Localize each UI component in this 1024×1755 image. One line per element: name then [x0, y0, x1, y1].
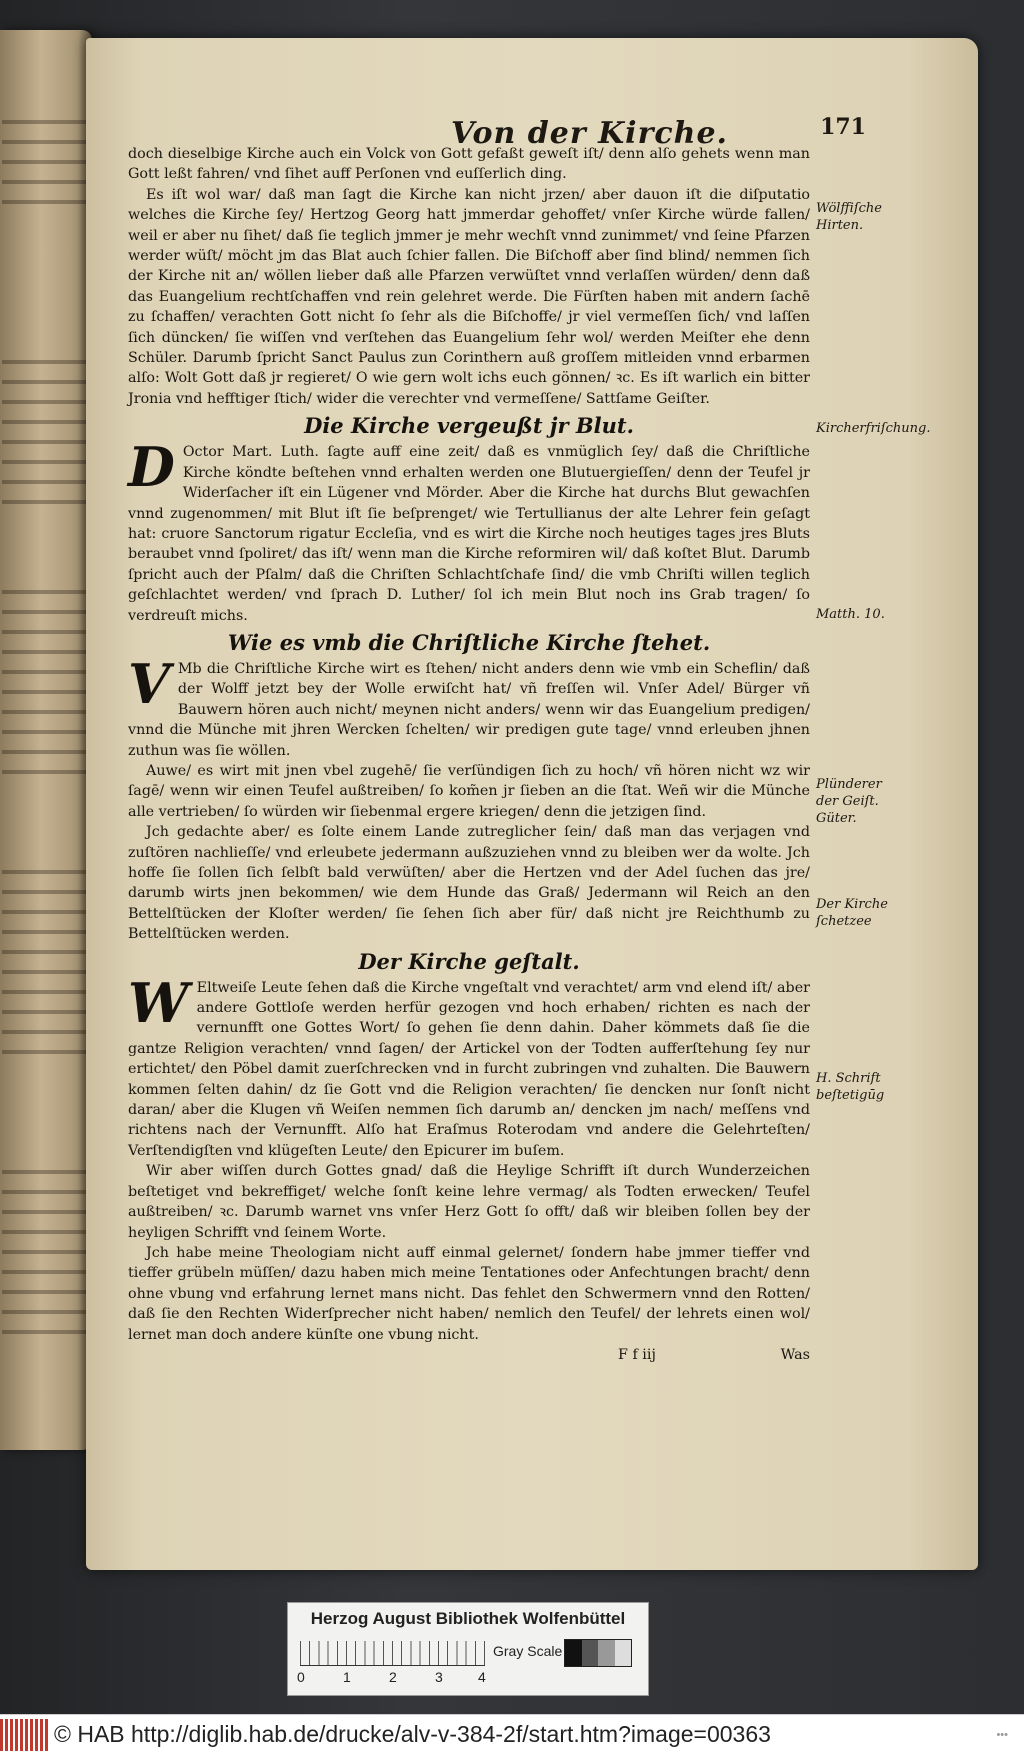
footer-bar: [0, 1714, 1024, 1755]
paragraph: Wir aber wiſſen durch Gottes gnad/ daß die Heylige Schrifft iſt durch Wunderzeichen beſtetiget vnd bekreffiget/ welche ſonſt keine lehre vermag/ als Todten erwecken/ Teufel außtreiben/ ꝛc. Darumb warnet vns vnſer Herz Gott ſo offt/ daß wir bleiben ſollen bey der heyligen Schrifft vnd ſeinem Worte.: [128, 1163, 810, 1241]
page-number: 171: [820, 114, 866, 140]
marginal-note: Wölffiſche Hirten.: [816, 201, 882, 233]
paragraph: Es iſt wol war/ daß man ſagt die Kirche kan nicht jrzen/ aber dauon iſt die diſputatio welches die Kirche ſey/ Hertzog Georg hatt jmmerdar gehoffet/ vnſer Kirche würde fallen/ weil er aber nu ſihet/ daß ſie teglich jmmer je mehr wechſt vnnd zunimmet/ vnd ſeine Pfarzen werder wüſt/ möcht jm das Blat auch ſchier fallen. Die Biſchoff aber ſind blind/ nemmen ſich der Kirche nit an/ wöllen lieber daß alle Pfarzen verwüſtet vnnd verlaſſen würden/ denn daß das Euangelium rechtſchaffen vnd rein gelehret werde. Die Fürſten haben mit andern ſachē zu ſchaffen/ verachten Gott nicht ſo ſehr als die Biſchoffe/ jr viel vermeſſen ſich/ vnd laſſen ſich düncken/ ſie wiſſen vnd verſtehen das Euangelium ſehr wol/ werden Meiſter ehe denn Schüler. Darumb ſpricht Sanct Paulus zun Corinthern auß groſſem mitleiden vnnd erbarmen alſo: Wolt Gott daß jr regieret/ O wie gern wolt ichs euch gönnen/ ꝛc. Es iſt warlich ein bitter Jronia vnd hefftiger ſtich/ wider die verechter vnd vermeſſene/ Sattſame Geiſter.: [128, 186, 810, 407]
drop-cap: D: [128, 435, 175, 500]
paragraph: [128, 435, 810, 626]
section-heading: Wie es vmb die Chriſtliche Kirche ſtehet.: [227, 629, 711, 655]
drop-cap: V: [128, 651, 170, 716]
gray-scale-swatches: [564, 1639, 632, 1667]
running-head: Von der Kirche.: [451, 116, 728, 151]
paragraph: Auwe/ es wirt mit jnen vbel zugehē/ ſie verſündigen ſich zu hoch/ vñ hören nicht wz wir ſagē/ wenn wir einen Teufel außtreiben/ ſo kom̃en jr ſieben an die ſtat. Weñ wir die Münche alle vertrieben/ ſo würden wir ſiebenmal ergere kriegen/ denn die jetzigen ſind.: [128, 762, 810, 820]
signature-line: [128, 1345, 810, 1365]
section-heading: Die Kirche vergeußt jr Blut.: [304, 413, 634, 439]
paragraph-text: Eltweiſe Leute ſehen daß die Kirche vngeſtalt vnd verachtet/ arm vnd elend iſt/ aber andere Gottloſe werden herfür gezogen vnd hoch erhaben/ richten es nach der vernunfft one Gottes Wort/ ſo gehen ſie denn dahin. Daher kömmets daß ſie die gantze Religion verachten/ vnnd ſagen/ der Artickel von der Todten aufferſtehung ſey nur ertichtet/ den Pöbel damit zuerſchrecken vnd in furcht zubringen vnd zuhalten. Die Bauwern kommen ſelten dahin/ dz ſie Gott vnd die Religion verachten/ ſie dencken nur ſonſt nicht daran/ aber die Klugen vñ Weiſen nemmen ſich darumb an/ dencken jm nach/ meſſens vnd richtens nach der Vernunfft. Alſo hat Eraſmus Roterodam vnd andere die Gelehrteſten/ Verſtendigſten vnd klügeſten Leute/ den Epicurer im buſem.: [128, 979, 810, 1159]
signature-mark: F f iij: [618, 1346, 656, 1363]
ruler-label: 1: [343, 1669, 351, 1685]
main-text-block: [128, 144, 810, 1365]
book-page: [86, 38, 978, 1570]
card-title: Herzog August Bibliothek Wolfenbüttel: [310, 1609, 626, 1628]
ruler-label: 2: [389, 1669, 397, 1685]
footer-dots: •••: [996, 1729, 1008, 1741]
paragraph: [128, 651, 810, 761]
paragraph: Jch habe meine Theologiam nicht auff einmal gelernet/ ſondern habe jmmer tieffer vnd tieffer grübeln müſſen/ dazu haben mich meine Tentationes oder Anfechtungen bracht/ denn ohne vbung vnd erfahrung lernet mans nicht. Das fehlet den Schwermern vnnd den Rotten/ daß ſie den Rechten Widerſprecher nicht haben/ nemlich den Teufel/ der lehrets einen wol/ lernet man doch andere künſte one vbung nicht.: [128, 1244, 810, 1343]
paragraph-text: Mb die Chriſtliche Kirche wirt es ſtehen/ nicht anders denn wie vmb ein Scheflin/ daß der Wolff jetzt bey der Wolle erwiſcht hat/ vñ freſſen wil. Vnſer Adel/ Bürger vñ Bauwern hören auch nicht/ meynen nicht anders/ wenn wir das Euangelium predigen/ vnnd die Münche mit jhren Wercken ſchelten/ wir predigen gute tage/ vnnd erleuben jhnen zuthun was ſie wöllen.: [128, 660, 810, 759]
ruler-label: 0: [297, 1669, 305, 1685]
section-heading: Der Kirche geſtalt.: [358, 948, 580, 974]
paragraph: doch dieselbige Kirche auch ein Volck von Gott gefaßt geweſt iſt/ denn alſo gehets wenn man Gott leßt fahren/ vnd ſihet auff Perſonen vnd euſſerlich ding.: [128, 146, 810, 183]
marginal-note: Matth. 10.: [816, 607, 885, 622]
drop-cap: W: [128, 970, 189, 1035]
hab-logo-icon: [0, 1719, 48, 1751]
paragraph-text: Octor Mart. Luth. ſagte auff eine zeit/ daß es vnmüglich ſey/ daß die Chriſtliche Kirche köndte beſtehen vnnd erhalten werden one Blutuergieſſen/ denn der Teufel jr Widerſacher iſt ein Lügener vnd Mörder. Aber die Kirche hat durchs Blut gewachſen vnnd zugenommen/ mit Blut iſt ſie beſprenget/ wie Tertullianus der alte Lehrer fein geſagt hat: cruore Sanctorum rigatur Eccleſia, vnd es wirt die Kirche noch heutiges tages jres Bluts beraubet vnnd ſpoliret/ das iſt/ wenn man die Kirche reformiren wil/ daß koſtet Blut. Darumb ſpricht auch der Pſalm/ daß die Chriſten Schlachtſchafe ſind/ die vmb Chriſti willen teglich geſchlachtet werden/ vnd ſprach D. Luther/ ſol ich mein Blut noch ins Grab tragen/ ſo verdreuſt michs.: [128, 444, 810, 624]
paragraph: Jch gedachte aber/ es ſolte einem Lande zutreglicher ſein/ daß man das verjagen vnd zuſtören nachlieſſe/ vnd erleubete jedermann außzuziehen vnnd zu bleiben wer da wolte. Jch hoffe ſie ſollen ſich ſelbſt bald verwüſten/ aber die Hertzen vnd der Adel ſuchen das jre/ darumb wirts jnen bekommen/ wie dem Hunde das Graß/ Jedermann wil Reich an den Bettelſtücken der Kloſter werden/ ſie ſehen ſich aber für/ daß nicht jre Reichthumb zu Bettelſtücken werden.: [128, 824, 810, 943]
paragraph: [128, 970, 810, 1162]
marginal-note: H. Schrift beſtetigūg: [816, 1071, 885, 1103]
footer-link[interactable]: © HAB http://diglib.hab.de/drucke/alv-v-384-2f/start.htm?image=00363: [54, 1721, 771, 1747]
color-calibration-card: [287, 1602, 649, 1696]
ruler-label: 4: [478, 1669, 486, 1685]
gray-scale-label: Gray Scale: [493, 1643, 563, 1659]
left-page-edge: [0, 30, 92, 1450]
scale-ruler: [300, 1641, 485, 1666]
marginal-note: Plünderer der Geiſt. Güter.: [816, 777, 882, 826]
catchword: Was: [780, 1346, 810, 1363]
marginal-note: Kircherfriſchung.: [816, 421, 931, 436]
ruler-label: 3: [435, 1669, 443, 1685]
marginal-note: Der Kirche ſchetzee: [816, 897, 888, 929]
